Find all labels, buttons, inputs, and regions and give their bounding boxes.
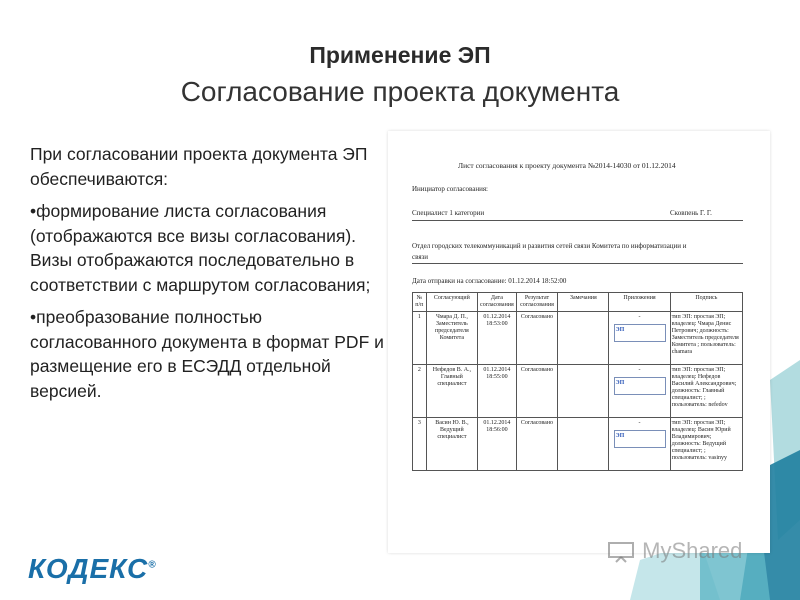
table-header-row	[413, 293, 743, 312]
approval-sheet-image	[388, 131, 770, 553]
department-line: связи	[412, 253, 429, 261]
row-approver: Васин Ю. В., Ведущий специалист	[426, 418, 478, 471]
table-row	[413, 312, 743, 365]
logo-text: КОДЕКС	[28, 553, 149, 584]
column-header: Замечания	[558, 293, 609, 312]
row-signature: тип ЭП: простая ЭП; владелец: Нефедов Василий Александрович; должность: Главный специалист; ; пользователь: nefedov	[670, 365, 742, 418]
stamp-mark: ЭП	[615, 380, 625, 386]
row-attachments	[609, 418, 670, 471]
attachment-dash: -	[638, 314, 641, 320]
row-remarks	[558, 365, 609, 418]
bullet-item: •преобразование полностью согласованного документа в формат PDF и размещение его в ЕСЭДД отдельной версией.	[30, 307, 384, 401]
logo-registered-mark: ®	[148, 559, 157, 571]
row-result: Согласовано	[516, 312, 558, 365]
row-result: Согласовано	[516, 418, 558, 471]
row-remarks	[558, 418, 609, 471]
row-approver: Чмара Д. П., Заместитель председателя Комитета	[426, 312, 478, 365]
row-number: 1	[413, 312, 427, 365]
stamp-mark: ЭП	[615, 327, 625, 333]
row-number: 2	[413, 365, 427, 418]
intro-paragraph: При согласовании проекта документа ЭП обеспечиваются:	[30, 144, 368, 189]
myshared-watermark	[606, 538, 742, 564]
signature-stamp-icon	[614, 324, 666, 342]
column-header: Согласующий	[426, 293, 478, 312]
row-signature: тип ЭП: простая ЭП; владелец: Чмара Денис Петрович; должность: Заместитель председателя Комитета ; пользователь: chamara	[670, 312, 742, 365]
presentation-icon	[606, 541, 636, 563]
row-attachments	[609, 365, 670, 418]
table-row	[413, 365, 743, 418]
column-header: Приложения	[609, 293, 670, 312]
signature-stamp-icon	[614, 430, 666, 448]
row-date: 01.12.2014 18:53:00	[478, 312, 517, 365]
department-line: Отдел городских телекоммуникаций и развития сетей связи Комитета по информатизации и	[412, 242, 687, 250]
watermark-text: MyShared	[642, 538, 743, 563]
row-number: 3	[413, 418, 427, 471]
row-attachments	[609, 312, 670, 365]
slide-body-text	[30, 142, 385, 411]
kodeks-logo	[28, 553, 157, 585]
column-header: Дата согласования	[478, 293, 517, 312]
row-date: 01.12.2014 18:56:00	[478, 418, 517, 471]
initiator-position: Специалист 1 категории	[412, 209, 485, 217]
sent-date: Дата отправки на согласование: 01.12.2014 18:52:00	[412, 277, 567, 285]
column-header: Результат согласования	[516, 293, 558, 312]
row-remarks	[558, 312, 609, 365]
divider	[412, 220, 743, 221]
row-signature: тип ЭП: простая ЭП; владелец: Васин Юрий Владимирович; должность: Ведущий специалист; ; пользователь: vasinyy	[670, 418, 742, 471]
initiator-name: Сковпень Г. Г.	[670, 209, 712, 217]
stamp-mark: ЭП	[615, 433, 625, 439]
column-header: Подпись	[670, 293, 742, 312]
divider	[412, 263, 743, 264]
initiator-label: Инициатор согласования:	[412, 185, 488, 193]
bullet-item: •формирование листа согласования (отображаются все визы согласования). Визы отображаются последовательно в соответствии с маршрутом согласования;	[30, 201, 371, 295]
row-approver: Нефедов В. А., Главный специалист	[426, 365, 478, 418]
table-row	[413, 418, 743, 471]
row-date: 01.12.2014 18:55:00	[478, 365, 517, 418]
slide-subtitle: Согласование проекта документа	[180, 76, 620, 107]
attachment-dash: -	[638, 367, 641, 373]
column-header: № п/п	[413, 293, 427, 312]
approval-table	[412, 292, 743, 471]
attachment-dash: -	[638, 420, 641, 426]
slide-title-block	[0, 40, 800, 110]
sheet-heading: Лист согласования к проекту документа №2014-14030 от 01.12.2014	[458, 161, 676, 170]
signature-stamp-icon	[614, 377, 666, 395]
row-result: Согласовано	[516, 365, 558, 418]
slide-title: Применение ЭП	[309, 42, 491, 68]
